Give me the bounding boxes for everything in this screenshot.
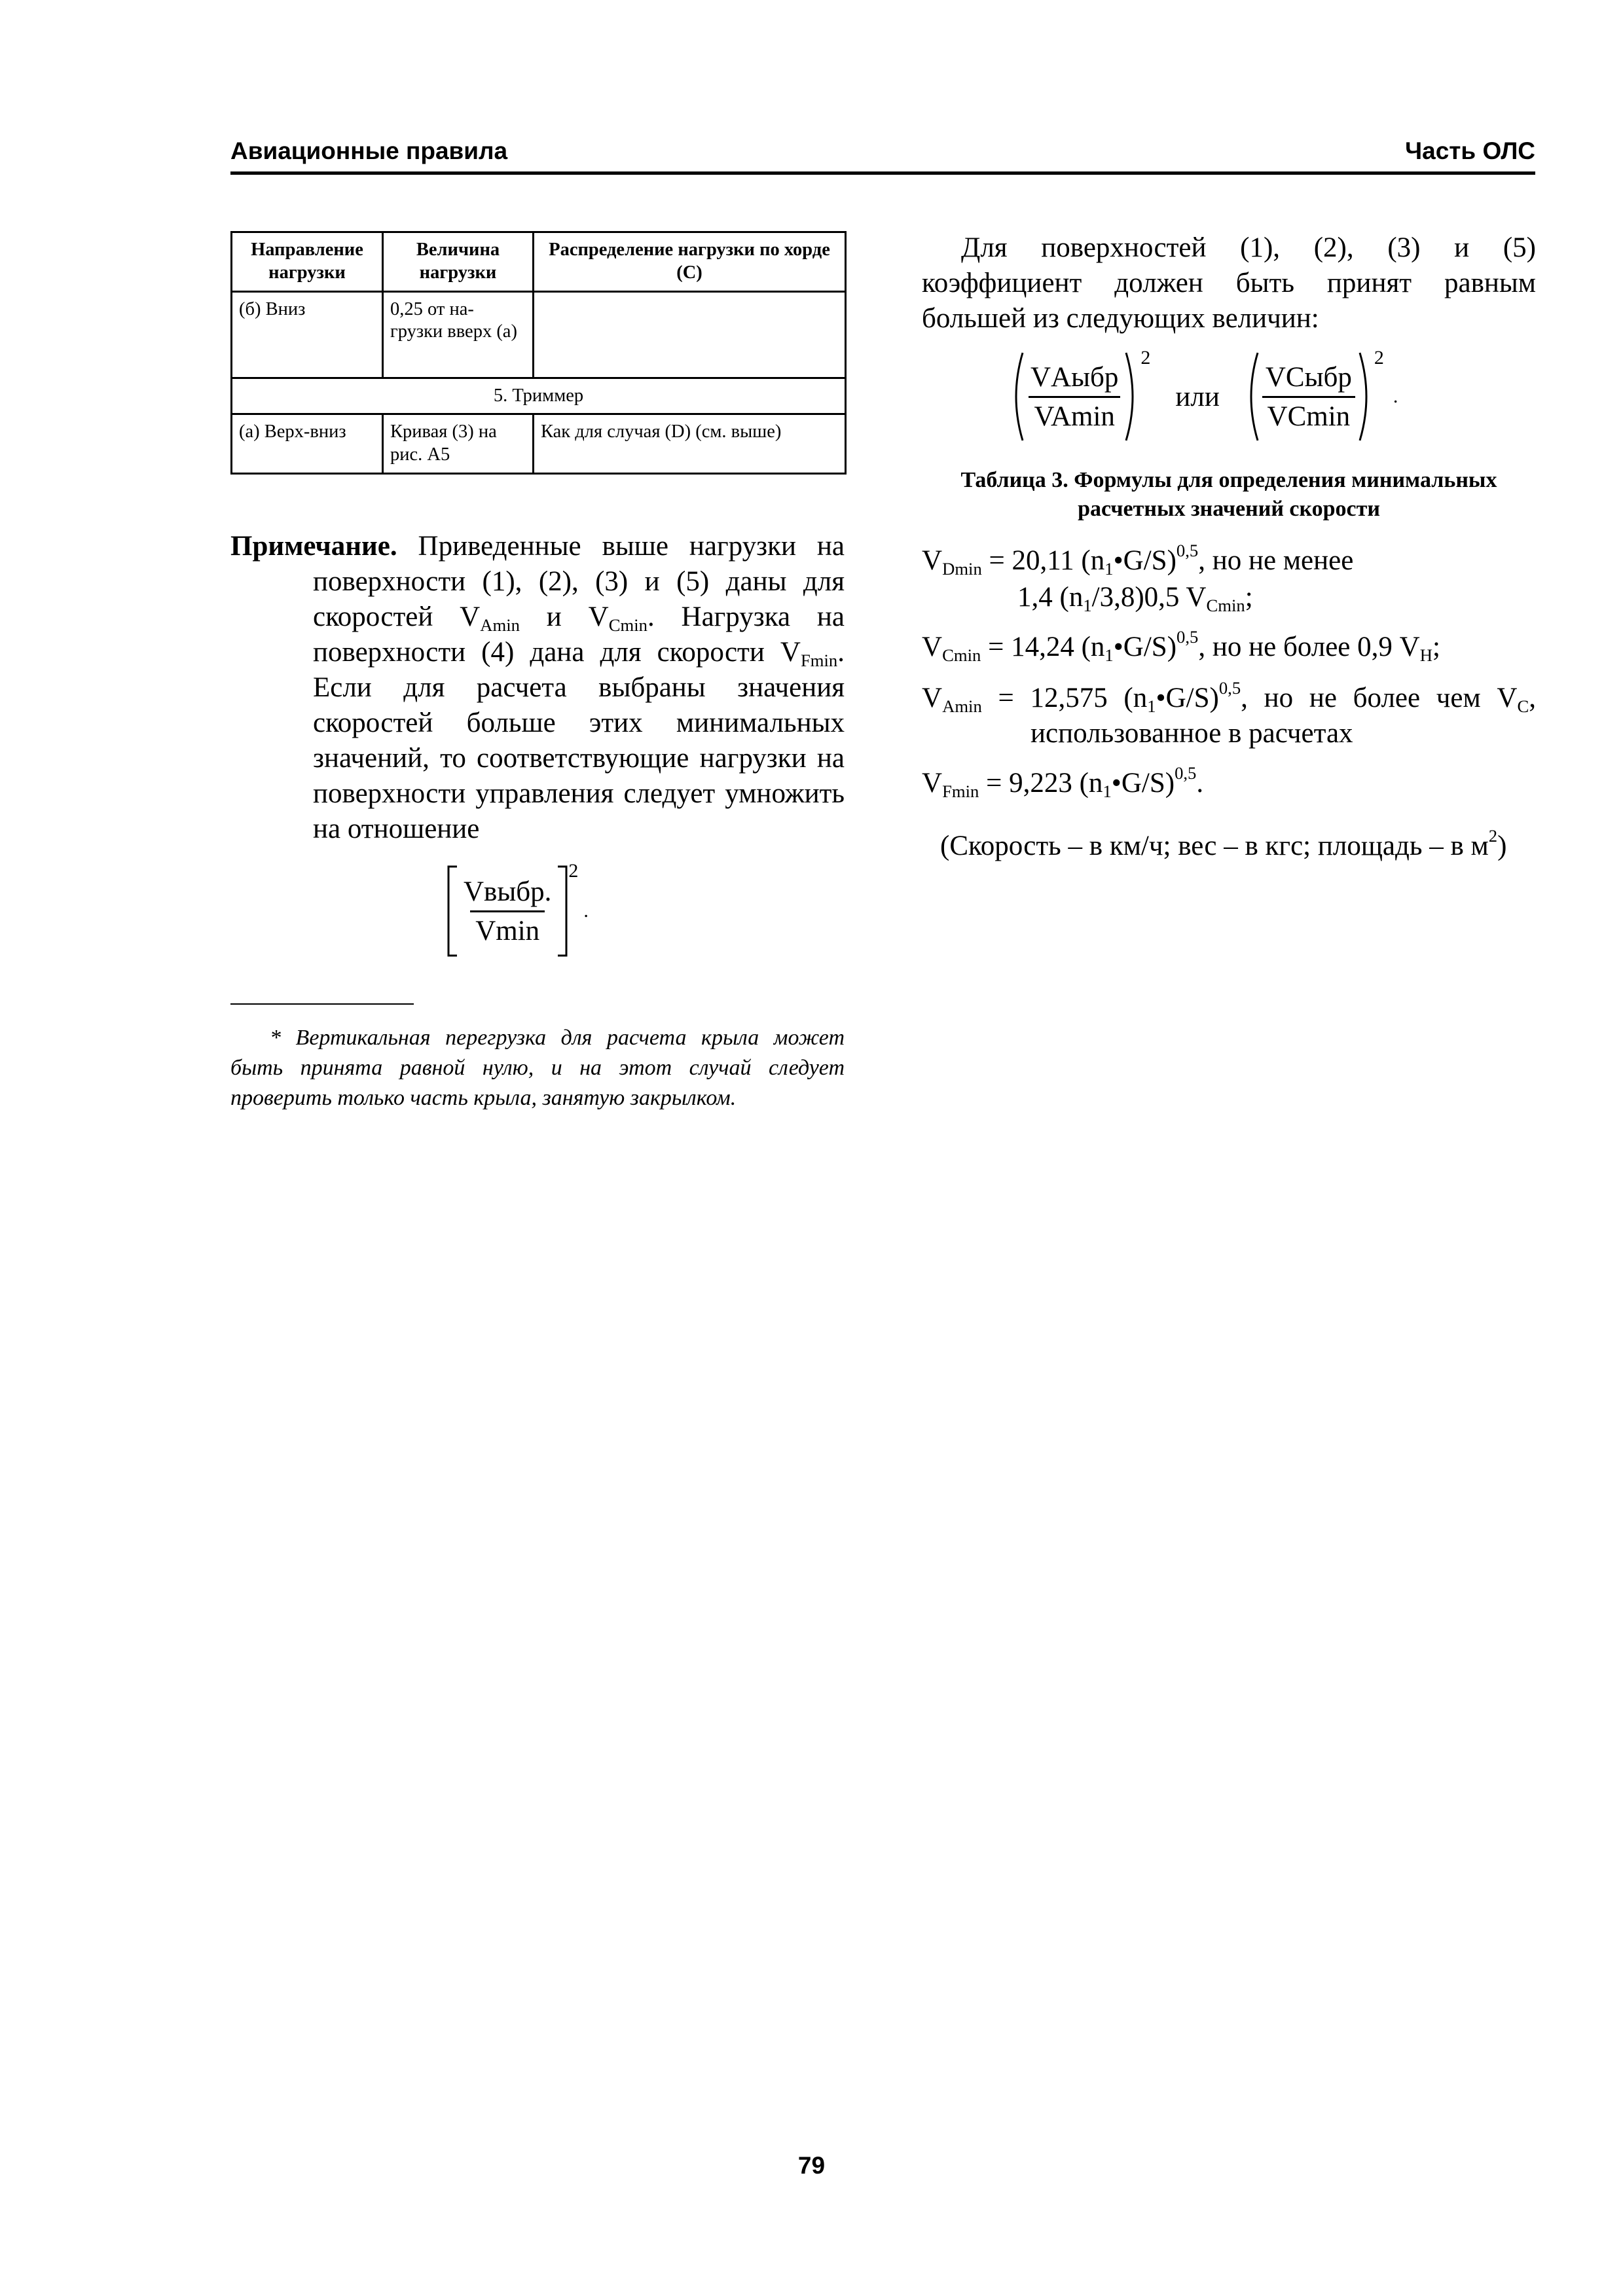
- running-header-title: Авиационные правила: [230, 137, 508, 164]
- table-header-cell: Направление нагрузки: [232, 232, 383, 292]
- fraction-denominator: VAmin: [1029, 396, 1120, 433]
- table-row: [232, 291, 846, 378]
- note-text: и V: [519, 601, 609, 632]
- table-cell: (б) Вниз: [232, 291, 383, 378]
- fraction: [458, 876, 556, 947]
- table-cell: Кривая (3) на рис. А5: [383, 414, 534, 474]
- table-section-row: [232, 378, 846, 414]
- footnote-rule: [230, 1003, 414, 1005]
- fraction: [1025, 361, 1123, 433]
- table-section-cell: 5. Триммер: [232, 378, 846, 414]
- note-text: . Если для расчета выбраны значения скоростей больше этих минимальных значений, то соответствующие нагрузки на поверхности управления следует умножить на отношение: [313, 637, 845, 844]
- formula-vdmin-cont: 1,4 $(n_1/3,8)0,5$ $V_{Cmin}$;: [1017, 582, 1253, 615]
- left-paren: [1008, 351, 1025, 442]
- note-paragraph: [230, 529, 845, 847]
- fraction: [1260, 361, 1357, 433]
- right-intro-paragraph: Для поверхностей (1), (2), (3) и (5) коэффициент должен быть принят равным большей из следующих величин:: [922, 232, 1536, 334]
- period: .: [1393, 386, 1398, 407]
- formula-vfmin: $V_{Fmin} = 9,223$ $(n_1•G/S)^{0,5}$.: [922, 763, 1204, 801]
- exponent: 2: [1374, 347, 1384, 368]
- formula-vamin-cont: использованное в расчетах: [1030, 718, 1353, 749]
- units-note: (Скорость – в км/ч; вес – в кгс; площадь – в $м^2$): [940, 826, 1507, 861]
- fraction-numerator: VАыбр: [1030, 361, 1119, 393]
- exponent: 2: [1140, 347, 1151, 368]
- period: .: [583, 900, 589, 922]
- formula-vcmin: $V_{Cmin} = 14,24$ $(n_1•G/S)^{0,5}$, но не более 0,9 $V_H$;: [922, 627, 1440, 665]
- coefficient-formula: [1008, 347, 1398, 442]
- table3-title: Таблица 3. Формулы для определения минимальных расчетных значений скорости: [960, 468, 1497, 521]
- right-paren: [1357, 351, 1374, 442]
- or-word: или: [1175, 381, 1220, 412]
- table-header-cell: Распределение нагрузки по хорде (С): [534, 232, 846, 292]
- header-rule: [230, 171, 1535, 175]
- right-bracket: [556, 865, 568, 957]
- fraction-numerator: VСыбр: [1265, 361, 1352, 393]
- subscript: Fmin: [800, 650, 838, 670]
- left-bracket: [447, 865, 458, 957]
- formula-vamin: $V_{Amin} = 12,575$ $(n_1•G/S)^{0,5}$, но не более чем $V_C$,: [922, 678, 1536, 716]
- ratio-formula: [447, 860, 589, 957]
- load-table: [230, 231, 847, 475]
- page-number: 79: [797, 2152, 826, 2179]
- table-cell: 0,25 от на-грузки вверх (а): [383, 291, 534, 378]
- left-paren: [1243, 351, 1260, 442]
- table-cell: Как для случая (D) (см. выше): [534, 414, 846, 474]
- footnote: * Вертикальная перегрузка для расчета крыла может быть принята равной нулю, и на этот случай следует проверить только часть крыла, занятую закрылком.: [230, 1026, 845, 1110]
- table-row: [232, 414, 846, 474]
- formula-vdmin: $V_{Dmin} = 20,11$ $(n_1•G/S)^{0,5}$, но не менее: [922, 541, 1354, 579]
- table-header-cell: Величина нагрузки: [383, 232, 534, 292]
- fraction-denominator: Vmin: [470, 910, 545, 947]
- table-cell: [534, 291, 846, 378]
- exponent: 2: [568, 860, 579, 882]
- note-label: Примечание.: [230, 531, 397, 562]
- table-header-row: [232, 232, 846, 292]
- running-header-part: Часть ОЛС: [1405, 137, 1535, 164]
- right-paren: [1123, 351, 1140, 442]
- fraction-numerator: Vвыбр.: [464, 876, 552, 907]
- subscript: Cmin: [608, 615, 647, 635]
- note-text: . Нагрузка на поверхности (4) дана для скорости V: [313, 601, 845, 668]
- note-text: Приведенные выше нагрузки на поверхности (1), (2), (3) и (5) даны для скоростей V: [313, 531, 845, 632]
- fraction-denominator: VCmin: [1262, 396, 1356, 433]
- table-cell: (а) Верх-вниз: [232, 414, 383, 474]
- subscript: Amin: [480, 615, 520, 635]
